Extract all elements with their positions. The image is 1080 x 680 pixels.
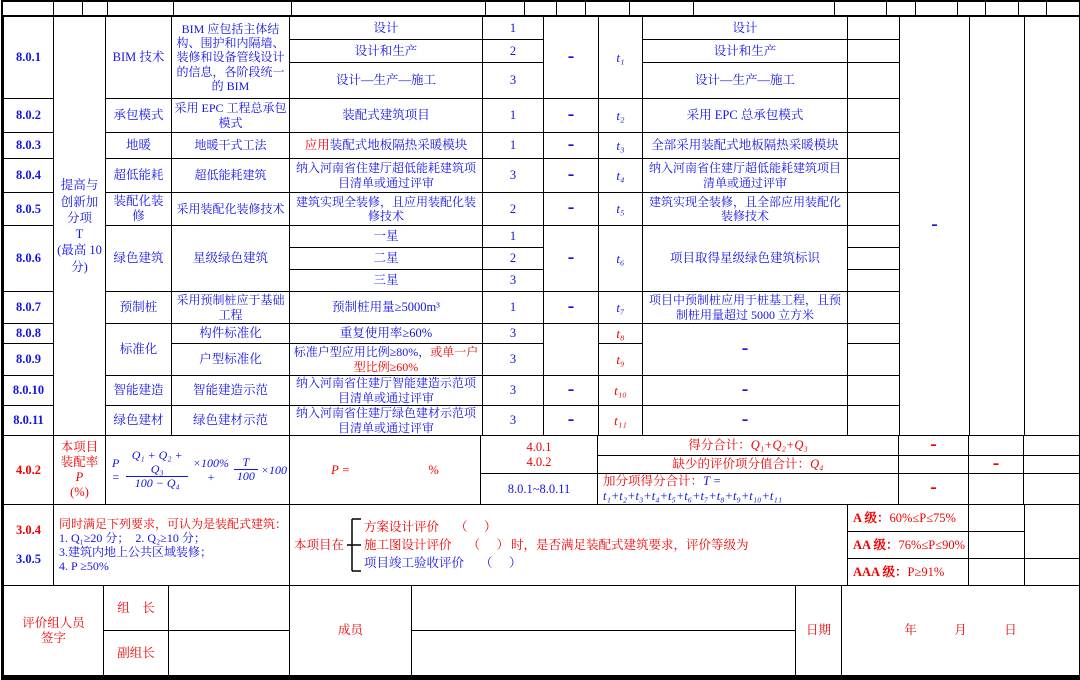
formula-denominator: 100 xyxy=(236,469,255,484)
item-score: 1 xyxy=(483,133,544,159)
blank-cell xyxy=(848,226,900,248)
item-condition: 纳入河南省住建厅超低能耗建筑项目清单或通过评审 xyxy=(290,159,483,193)
blank-cell xyxy=(848,376,900,406)
dash-cell: – xyxy=(544,17,599,99)
item-condition: 设计—生产—施工 xyxy=(290,63,483,99)
grade-label: A 级： xyxy=(853,510,890,525)
verification-condition: 项目中预制桩应用于桩基工程，且预制桩用量超过 5000 立方米 xyxy=(643,292,848,324)
item-description: 采用预制桩应于基础工程 xyxy=(172,292,290,324)
item-code: 8.0.1 xyxy=(4,17,54,99)
blank-column xyxy=(970,17,1025,436)
grade-label: AA 级： xyxy=(853,537,899,552)
blank-cell xyxy=(544,324,599,376)
deputy-leader-label: 副组长 xyxy=(104,631,169,676)
assembly-rate-formula xyxy=(106,436,290,505)
blank-cell xyxy=(969,436,1024,456)
blank-cell xyxy=(848,40,900,63)
item-condition xyxy=(290,133,483,159)
member-signature-blank xyxy=(412,631,796,676)
blank-cell xyxy=(899,456,969,474)
verification-condition: 项目取得星级绿色建筑标识 xyxy=(643,226,848,292)
p-equals: P = xyxy=(331,462,351,477)
blank-cell xyxy=(1024,456,1080,474)
stage-checkbox: （ ） xyxy=(480,556,524,571)
item-description: 地暖干式工法 xyxy=(172,133,290,159)
blank-cell xyxy=(848,292,900,324)
signature-group-line: 签字 xyxy=(40,630,66,645)
item-code: 8.0.5 xyxy=(4,193,54,226)
dash-cell: – xyxy=(643,376,848,406)
verification-condition: 设计和生产 xyxy=(643,40,848,63)
t-symbol: t₁ xyxy=(599,17,643,99)
category-line: 分) xyxy=(71,259,88,274)
dash-cell: – xyxy=(899,474,969,505)
p-value-blank xyxy=(290,436,481,505)
blank-cell xyxy=(848,193,900,226)
t-symbol: t₉ xyxy=(599,344,643,376)
t-symbol: t₅ xyxy=(599,193,643,226)
stage-suffix: 时，是否满足装配式建筑要求，评价等级为 xyxy=(511,537,749,552)
member-label: 成员 xyxy=(290,586,412,676)
formula-lhs: P = xyxy=(111,455,120,484)
item-subcategory: BIM 技术 xyxy=(106,17,172,99)
item-code: 8.0.7 xyxy=(4,292,54,324)
item-code: 8.0.10 xyxy=(4,376,54,406)
formula-mid: ×100% + xyxy=(192,455,229,484)
assembly-rate-label-line: 装配率 xyxy=(60,455,99,469)
item-score: 3 xyxy=(483,376,544,406)
verification-condition: 采用 EPC 总承包模式 xyxy=(643,99,848,133)
grade-condition: 60%≤P≤75% xyxy=(889,510,956,525)
item-score: 1 xyxy=(483,17,544,40)
verification-condition: 设计 xyxy=(643,17,848,40)
item-score: 2 xyxy=(483,248,544,270)
t-symbol: t₃ xyxy=(599,133,643,159)
blank-cell xyxy=(848,324,900,344)
evaluation-stage-cell xyxy=(290,505,848,586)
item-subcategory: 预制桩 xyxy=(106,292,172,324)
dash-cell: – xyxy=(544,99,599,133)
dash-cell: – xyxy=(544,159,599,193)
item-code: 8.0.4 xyxy=(4,159,54,193)
dash-cell: – xyxy=(544,376,599,406)
signature-table xyxy=(3,585,1080,676)
date-ymd-blank: 年 月 日 xyxy=(842,586,1080,676)
grade-label: AAA 级： xyxy=(853,564,908,579)
item-score: 2 xyxy=(483,193,544,226)
blank-cell xyxy=(969,559,1025,586)
blank-column xyxy=(1025,17,1080,436)
signature-group-label xyxy=(4,586,104,676)
assembly-rate-summary-table xyxy=(3,435,1080,505)
dash-cell: – xyxy=(643,324,848,376)
criteria-requirements xyxy=(54,505,290,586)
item-score: 3 xyxy=(483,159,544,193)
stage-checkbox: （ ） xyxy=(455,519,499,534)
item-condition: 建筑实现全装修，且应用装配化装修技术 xyxy=(290,193,483,226)
blank-cell xyxy=(848,159,900,193)
percent-sign: % xyxy=(428,462,439,477)
item-description: 采用 EPC 工程总承包模式 xyxy=(172,99,290,133)
item-score: 1 xyxy=(483,226,544,248)
item-condition: 预制桩用量≥5000m³ xyxy=(290,292,483,324)
blank-cell xyxy=(1025,559,1080,586)
item-condition: 一星 xyxy=(290,226,483,248)
item-code: 4.0.2 xyxy=(4,436,54,505)
item-description: 构件标准化 xyxy=(172,324,290,344)
member-signature-blank xyxy=(412,586,796,631)
blank-cell xyxy=(848,17,900,40)
verification-condition: 纳入河南省住建厅超低能耗建筑项目清单或通过评审 xyxy=(643,159,848,193)
t-symbol: t₁₁ xyxy=(599,406,643,436)
blank-cell xyxy=(969,505,1025,532)
item-description: 智能建造示范 xyxy=(172,376,290,406)
bonus-total-label: 加分项得分合计： xyxy=(603,474,704,488)
dash-cell: – xyxy=(544,193,599,226)
t-symbol: t₈ xyxy=(599,324,643,344)
t-symbol: t₆ xyxy=(599,226,643,292)
dash-cell: – xyxy=(544,292,599,324)
item-code: 3.0.5 xyxy=(16,552,41,566)
item-condition xyxy=(290,344,483,376)
item-subcategory: 承包模式 xyxy=(106,99,172,133)
item-condition: 设计和生产 xyxy=(290,40,483,63)
blank-cell xyxy=(848,406,900,436)
blank-cell xyxy=(1025,505,1080,559)
item-score: 3 xyxy=(483,324,544,344)
dash-cell: – xyxy=(544,226,599,292)
verification-condition: 建筑实现全装修，且全部应用装配化装修技术 xyxy=(643,193,848,226)
dash-cell: – xyxy=(899,436,969,456)
item-description: BIM 应包括主体结构、围护和内隔墙、装修和设备管线设计的信息，各阶段统一的 BIM xyxy=(172,17,290,99)
criteria-intro: 同时满足下列要求，可认为是装配式建筑： xyxy=(59,516,288,531)
t-symbol: t₁₀ xyxy=(599,376,643,406)
stage-option: 项目竣工验收评价 xyxy=(364,556,465,571)
item-description: 超低能耗建筑 xyxy=(172,159,290,193)
condition-red-part: 应用 xyxy=(304,138,330,152)
merged-dash-column: – xyxy=(900,17,970,436)
blank-cell xyxy=(969,474,1024,505)
condition-blue-part: 装配式地板隔热采暖模块 xyxy=(329,138,468,152)
grade-a-cell xyxy=(848,505,969,532)
verification-condition: 全部采用装配式地板隔热采暖模块 xyxy=(643,133,848,159)
t-symbol: t₄ xyxy=(599,159,643,193)
item-subcategory: 超低能耗 xyxy=(106,159,172,193)
bonus-range: 8.0.1~8.0.11 xyxy=(481,474,598,505)
assembly-rate-label-line: 本项目 xyxy=(60,440,99,454)
item-code: 8.0.11 xyxy=(4,406,54,436)
bonus-items-table xyxy=(3,16,1080,436)
item-code: 8.0.8 xyxy=(4,324,54,344)
item-condition: 装配式建筑项目 xyxy=(290,99,483,133)
t-symbol: t₂ xyxy=(599,99,643,133)
evaluation-form-sheet xyxy=(1,0,1080,680)
assembly-rate-unit: (%) xyxy=(70,485,89,499)
category-line: T xyxy=(75,227,84,241)
deputy-signature-blank xyxy=(169,631,290,676)
criteria-item: 1. Q₁≥20 分； 2. Q₂≥10 分； xyxy=(59,530,206,545)
item-condition: 纳入河南省住建厅智能建造示范项目清单或通过评审 xyxy=(290,376,483,406)
formula-numerator: T xyxy=(234,456,258,471)
item-condition: 设计 xyxy=(290,17,483,40)
category-line: 提高与创新加分项 xyxy=(60,178,99,225)
item-subcategory: 装配化装修 xyxy=(106,193,172,226)
leader-label: 组 长 xyxy=(104,586,169,631)
blank-cell xyxy=(848,344,900,376)
score-total-label: 得分合计： xyxy=(688,438,751,452)
criteria-item: 3.建筑内地上公共区域装修； xyxy=(59,545,213,559)
item-score: 3 xyxy=(483,270,544,292)
item-condition: 重复使用率≥60% xyxy=(290,324,483,344)
item-subcategory: 标准化 xyxy=(106,324,172,376)
blank-cell xyxy=(848,133,900,159)
formula-tail: ×100 xyxy=(260,462,287,477)
blank-cell xyxy=(1024,436,1080,456)
score-total-expr: Q₁+Q₂+Q₃ xyxy=(750,438,808,452)
item-score: 2 xyxy=(483,40,544,63)
grade-condition: 76%≤P≤90% xyxy=(898,537,965,552)
dash-cell: – xyxy=(643,406,848,436)
condition-red-part: 或单一户型比例≥60% xyxy=(353,345,479,374)
t-symbol: t₇ xyxy=(599,292,643,324)
dash-cell: – xyxy=(544,133,599,159)
cropped-header-row xyxy=(3,2,1079,16)
formula-denominator: 100 − Q₄ xyxy=(134,476,180,491)
grade-aa-cell xyxy=(848,532,969,559)
blank-cell xyxy=(1024,474,1080,505)
item-score: 1 xyxy=(483,99,544,133)
criteria-item: 4. P ≥50% xyxy=(59,559,109,574)
bonus-total-expr: T = t₁+t₂+t₃+t₄+t₅+t₆+t₇+t₈+t₉+t₁₀+t₁₁ xyxy=(603,474,783,503)
item-condition: 三星 xyxy=(290,270,483,292)
item-code: 8.0.9 xyxy=(4,344,54,376)
missing-score-cell xyxy=(598,456,899,474)
dash-cell: – xyxy=(544,406,599,436)
condition-blue-part: 标准户型应用比例≥80%， xyxy=(293,345,431,360)
signature-group-line: 评价组人员 xyxy=(22,615,85,630)
item-score: 3 xyxy=(483,406,544,436)
item-code: 8.0.6 xyxy=(4,226,54,292)
item-description: 星级绿色建筑 xyxy=(172,226,290,292)
item-description: 户型标准化 xyxy=(172,344,290,376)
item-score: 3 xyxy=(483,63,544,99)
blank-cell xyxy=(848,99,900,133)
leader-signature-blank xyxy=(169,586,290,631)
blank-cell xyxy=(848,270,900,292)
item-condition: 二星 xyxy=(290,248,483,270)
date-label: 日期 xyxy=(796,586,842,676)
item-description: 绿色建材示范 xyxy=(172,406,290,436)
assembly-rate-label xyxy=(54,436,106,505)
project-in-label: 本项目在 xyxy=(294,537,345,552)
item-condition: 纳入河南省住建厅绿色建材示范项目清单或通过评审 xyxy=(290,406,483,436)
blank-cell xyxy=(969,532,1025,559)
score-total-cell xyxy=(598,436,899,456)
missing-score-expr: Q₄ xyxy=(810,457,824,471)
item-subcategory: 绿色建材 xyxy=(106,406,172,436)
stage-option: 施工图设计评价 xyxy=(364,537,452,552)
item-subcategory: 地暖 xyxy=(106,133,172,159)
item-score: 1 xyxy=(483,292,544,324)
item-subcategory: 智能建造 xyxy=(106,376,172,406)
item-score: 3 xyxy=(483,344,544,376)
verification-condition: 设计—生产—施工 xyxy=(643,63,848,99)
item-code: 8.0.2 xyxy=(4,99,54,133)
grade-condition: P≥91% xyxy=(907,564,945,579)
stage-checkbox: （ ） xyxy=(467,537,512,552)
item-code: 8.0.3 xyxy=(4,133,54,159)
formula-numerator: Q₁ + Q₂ + Q₃ xyxy=(126,449,188,478)
reference-codes xyxy=(481,436,598,474)
qualification-criteria-table xyxy=(3,504,1080,586)
bonus-total-cell xyxy=(598,474,899,505)
item-code: 3.0.4 xyxy=(16,523,41,537)
item-description: 采用装配化装修技术 xyxy=(172,193,290,226)
assembly-rate-p: P xyxy=(75,470,84,484)
missing-score-label: 缺少的评价项分值合计： xyxy=(672,457,811,471)
reference-code: 4.0.2 xyxy=(526,454,552,469)
stage-option: 方案设计评价 xyxy=(364,519,440,534)
evaluation-stage-bracket-icon xyxy=(346,514,362,576)
blank-cell xyxy=(848,63,900,99)
category-cell xyxy=(54,17,106,436)
reference-code: 4.0.1 xyxy=(526,439,552,454)
criteria-codes xyxy=(4,505,54,586)
blank-cell xyxy=(848,248,900,270)
grade-aaa-cell xyxy=(848,559,969,586)
category-line: (最高 10 xyxy=(57,243,102,258)
item-subcategory: 绿色建筑 xyxy=(106,226,172,292)
dash-cell: – xyxy=(969,456,1024,474)
